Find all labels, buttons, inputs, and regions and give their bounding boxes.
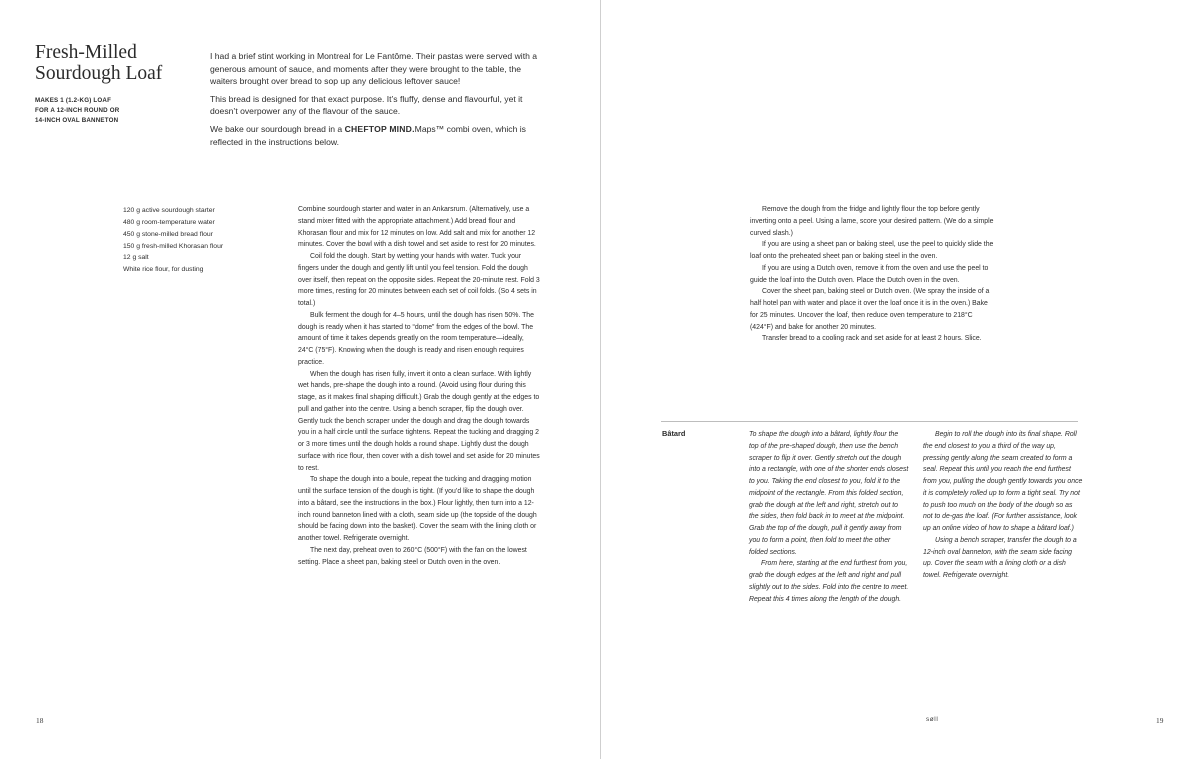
batard-paragraph: Using a bench scraper, transfer the dough to a 12-inch oval banneton, with the seam side facing up. Cover the seam with a lining cloth or a dish towel. Refrigerate overnight. [923,536,1077,579]
method-paragraph: Transfer bread to a cooling rack and set aside for at least 2 hours. Slice. [762,335,982,343]
ingredient-item: 150 g fresh-milled Khorasan flour [123,242,224,250]
ingredient-list [123,205,273,276]
recipe-title [35,42,205,84]
page-number-right: 19 [1156,716,1164,725]
yield-line-1: MAKES 1 (1.2-KG) LOAF [35,97,112,104]
right-page [601,0,1200,759]
method-paragraph: Bulk ferment the dough for 4–5 hours, until the dough has risen 50%. The dough is ready when it has started to “dome” from the edges of the bowl. The amount of time it takes depends greatly on the room temperature—ideally, 24°C (75°F). Knowing when the dough is ready and risen enough requires practice. [298,311,534,366]
ingredient-item: 450 g stone-milled bread flour [123,230,213,238]
batard-paragraph: Begin to roll the dough into its final shape. Roll the end closest to you a third of the way up, pressing gently along the seam created to form a seal. Repeat this until you reach the end furthest from you, pulling the dough gently towards you once it is completely rolled up to form a tight seal. Try not to push too much on the body of the dough so as not to de-gas the loaf. (For further assistance, look up an online video of how to shape a bâtard loaf.) [923,431,1083,532]
intro-p3-end: Maps™ combi oven, which is reflected in the instructions below. [210,123,526,147]
method-steps-right [750,204,994,345]
method-steps-left [298,204,540,568]
method-paragraph: Remove the dough from the fridge and lightly flour the top before gently inverting onto a peel. Using a lame, score your desired pattern. (We do a simple curved slash.) [750,206,994,237]
batard-column-2 [923,429,1083,582]
method-paragraph: The next day, preheat oven to 260°C (500°F) with the fan on the lowest setting. Place a sheet pan, baking steel or Dutch oven in the oven. [298,546,527,566]
intro-paragraph-2: This bread is designed for that exact purpose. It’s fluffy, dense and flavourful, yet it doesn’t overpower any of the flavour of the sauce. [210,93,523,117]
method-paragraph: If you are using a sheet pan or baking steel, use the peel to quickly slide the loaf onto the preheated sheet pan or baking steel in the oven. [750,241,994,260]
batard-heading: Bâtard [662,429,686,438]
method-paragraph: Combine sourdough starter and water in an Ankarsrum. (Alternatively, use a stand mixer fitted with the appropriate attachment.) Add bread flour and Khorasan flour and mix for 12 minutes on low. Add salt and mix for another 12 minutes. Cover the bowl with a dish towel and set aside to rest for 20 minutes. [298,206,536,249]
intro-paragraph-3 [210,123,540,148]
ingredient-item: 120 g active sourdough starter [123,207,215,214]
oven-brand-name: CHEFTOP MIND. [344,123,415,134]
ingredient-item: 12 g salt [123,254,149,262]
ingredient-item: 480 g room-temperature water [123,218,215,226]
batard-box-rule [661,421,1078,422]
ingredient-item: White rice flour, for dusting [123,266,204,274]
recipe-title-line-1: Fresh-Milled [35,42,137,63]
recipe-intro [210,50,540,153]
batard-column-1 [749,429,909,605]
intro-p3-start: We bake our sourdough bread in a [210,123,345,134]
batard-paragraph: To shape the dough into a bâtard, lightly flour the top of the pre-shaped dough, then use the bench scraper to flip it over. Gently stretch out the dough into a rectangle, with one of the shorter ends closest to you. Taking the end closest to you, fold it to the midpoint of the rectangle. From this folded section, grab the dough at the left and right, stretch out to the sides, then fold back in to meet at the midpoint. Grab the top of the dough, pull it gently away from you to form a point, then fold to meet the other folded sections. [749,431,909,556]
yield-line-3: 14-INCH OVAL BANNETON [35,117,119,124]
method-paragraph: Cover the sheet pan, baking steel or Dutch oven. (We spray the inside of a half hotel pan with water and place it over the loaf once it is in the oven.) Bake for 25 minutes. Uncover the loaf, then reduce oven temperature to 218°C (424°F) and bake for another 20 minutes. [750,288,990,331]
running-head: søll [926,716,939,723]
method-paragraph: When the dough has risen fully, invert it onto a clean surface. With lightly wet hands, pre-shape the dough into a round. (Avoid using flour during this stage, as it makes final shaping difficult.) Grab the dough gently at the edges to pull and gather into the centre. Using a bench scraper, flip the dough over. Gently tuck the bench scraper under the dough and drag the dough towards you in a half circle until the surface tightens. Repeat the tucking and dragging 2 or 3 more times until the dough holds a round shape. Lightly dust the dough surface with rice flour, then cover with a dish towel and set aside for 20 minutes to rest. [298,370,540,472]
yield-line-2: FOR A 12-INCH ROUND OR [35,107,120,114]
recipe-title-line-2: Sourdough Loaf [35,63,163,84]
batard-paragraph: From here, starting at the end furthest from you, grab the dough edges at the left and right and pull slightly out to the sides. Fold into the centre to meet. Repeat this 4 times along the length of the dough. [749,560,909,603]
method-paragraph: If you are using a Dutch oven, remove it from the oven and use the peel to guide the loaf into the Dutch oven. Place the Dutch oven in the oven. [750,264,989,284]
recipe-yield [35,96,155,126]
page-number-left: 18 [36,716,44,725]
intro-paragraph-1: I had a brief stint working in Montreal for Le Fantôme. Their pastas were served with a generous amount of sauce, and moments after they were brought to the table, the waiters brought over bread to sop up any delicious leftover sauce! [210,51,538,87]
method-paragraph: Coil fold the dough. Start by wetting your hands with water. Tuck your fingers under the dough and gently lift until you feel tension. Fold the dough over itself, then repeat on the opposite sides. Repeat the 20-minute rest. Fold 3 more times, resting for 20 minutes between each set of coil folds. (So 4 sets in total.) [298,253,540,307]
method-paragraph: To shape the dough into a boule, repeat the tucking and dragging motion until the surface tension of the dough is tight. (If you’d like to shape the dough into a bâtard, see the instructions in the box.) Flour lightly, then turn into a 12-inch round banneton lined with a cloth, seam side up (the topside of the dough should be facing down into the basket). Cover the seam with the lining cloth or another towel. Refrigerate overnight. [298,476,537,542]
